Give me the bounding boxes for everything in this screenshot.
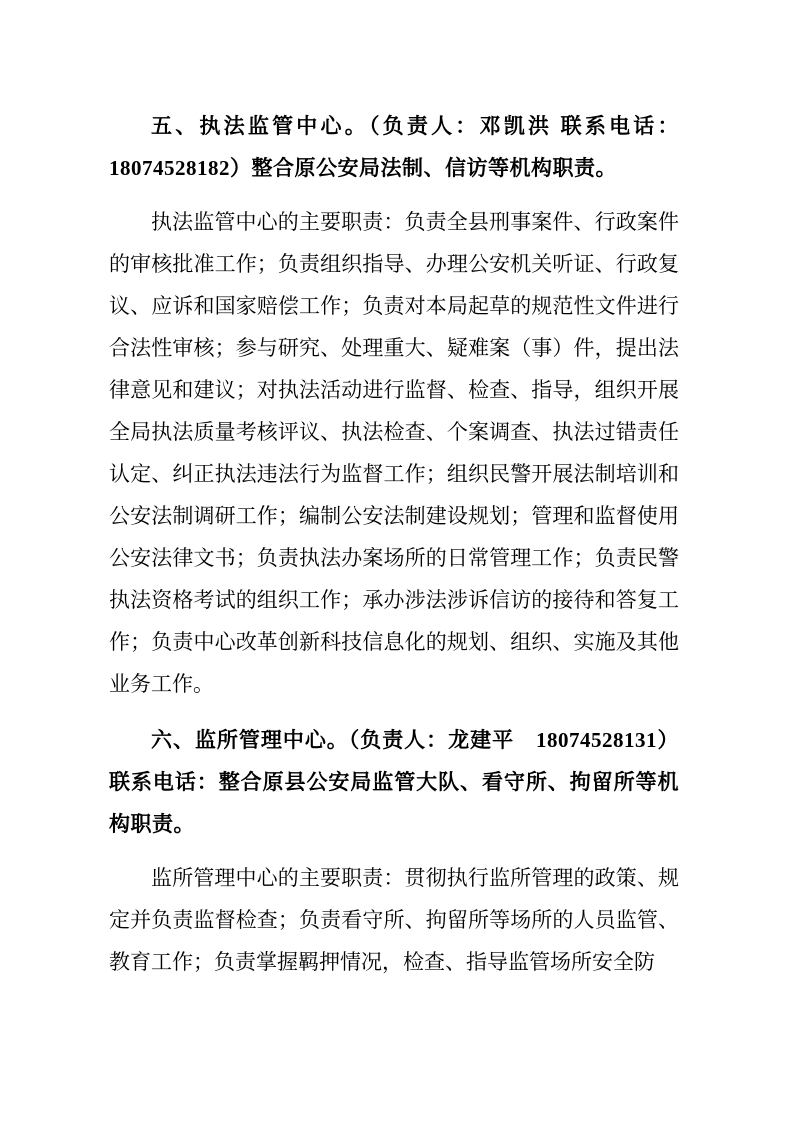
- section-5-body: 执法监管中心的主要职责：负责全县刑事案件、行政案件的审核批准工作；负责组织指导、办理公安机关听证、行政复议、应诉和国家赔偿工作；负责对本局起草的规范性文件进行合法性审核；参与研究、处理重大、疑难案（事）件，提出法律意见和建议；对执法活动进行监督、检查、指导，组织开展全局执法质量考核评议、执法检查、个案调查、执法过错责任认定、纠正执法违法行为监督工作；组织民警开展法制培训和公安法制调研工作；编制公安法制建设规划；管理和监督使用公安法律文书；负责执法办案场所的日常管理工作；负责民警执法资格考试的组织工作；承办涉法涉诉信访的接待和答复工作；负责中心改革创新科技信息化的规划、组织、实施及其他业务工作。: [109, 210, 679, 696]
- document-content: [109, 105, 679, 983]
- section-6-body: 监所管理中心的主要职责：贯彻执行监所管理的政策、规定并负责监督检查；负责看守所、拘留所等场所的人员监管、教育工作；负责掌握羁押情况，检查、指导监管场所安全防: [109, 866, 679, 974]
- section-5-heading: 五、执法监管中心。（负责人：邓凯洪 联系电话：18074528182）整合原公安局法制、信访等机构职责。: [109, 114, 679, 180]
- section-6-heading: 六、监所管理中心。（负责人：龙建平 18074528131）联系电话：整合原县公安局监管大队、看守所、拘留所等机构职责。: [109, 728, 679, 836]
